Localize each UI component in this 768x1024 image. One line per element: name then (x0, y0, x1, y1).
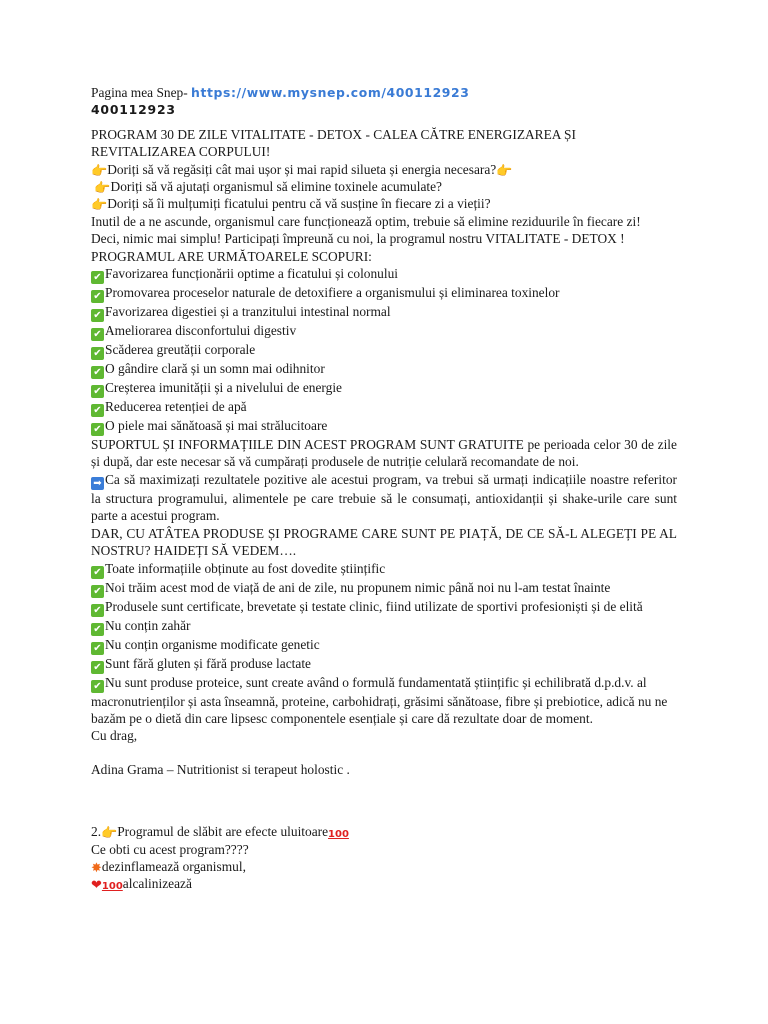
check-mark-button-icon: ✔ (91, 290, 104, 303)
goal-item: ✔ Reducerea retenției de apă (91, 398, 677, 417)
reason-item: ✔ Produsele sunt certificate, brevetate și testate clinic, fiind utilizate de sportivi profesioniști și de elită (91, 598, 677, 617)
check-mark-button-icon: ✔ (91, 642, 104, 655)
snep-page-line (91, 84, 677, 101)
reason-item: ✔ Sunt fără gluten și fără produse lactate (91, 655, 677, 674)
check-mark-button-icon: ✔ (91, 623, 104, 636)
section2-item: ❤100alcalinizează (91, 876, 192, 894)
goal-item: ✔ Favorizarea funcționării optime a ficatului și colonului (91, 265, 677, 284)
section2-number: 2. (91, 824, 102, 840)
goal-item: ✔ Promovarea proceselor naturale de detoxifiere a organismului și eliminarea toxinelor (91, 284, 677, 303)
signature-line: Adina Grama – Nutritionist si terapeut holostic . (91, 761, 350, 777)
check-mark-button-icon: ✔ (91, 366, 104, 379)
section2-question: Ce obti cu acest program???? (91, 841, 249, 857)
intro-paragraph: Inutil de a ne ascunde, organismul care funcționează optim, trebuie să elimine reziduurile în fiecare zi! (91, 213, 641, 229)
right-arrow-icon: ➡ (91, 477, 104, 490)
goal-item: ✔ Favorizarea digestiei și a tranzitului intestinal normal (91, 303, 677, 322)
closing-line: Cu drag, (91, 728, 138, 744)
check-mark-button-icon: ✔ (91, 309, 104, 322)
member-id: 400112923 (91, 102, 176, 118)
section2-title: Programul de slăbit are efecte uluitoare (117, 824, 329, 840)
goals-heading: PROGRAMUL ARE URMĂTOARELE SCOPURI: (91, 248, 372, 264)
section2-title-line (91, 823, 677, 840)
collision-icon: ✸ (91, 860, 102, 876)
question-item: 👉Doriți să îi mulțumiți ficatului pentru că vă susține în fiecare zi a vieții? (91, 196, 491, 214)
question-item: 👉Doriți să vă regăsiți cât mai ușor și mai rapid silueta și energia necesara?👉 (91, 161, 513, 179)
question-item: 👉Doriți să vă ajutați organismul să elimine toxinele acumulate? (94, 179, 442, 197)
backhand-index-pointing-left-icon: 👉 (94, 181, 111, 197)
goal-item: ✔ O gândire clară și un somn mai odihnitor (91, 360, 677, 379)
intro-paragraph: Deci, nimic mai simplu! Participați împreună cu noi, la programul nostru VITALITATE - DETOX ! (91, 231, 625, 247)
check-mark-button-icon: ✔ (91, 680, 104, 693)
backhand-index-pointing-left-icon: 👉 (91, 163, 108, 179)
hundred-points-icon: 100 (328, 829, 349, 841)
goal-item: ✔ O piele mai sănătoasă și mai strălucitoare (91, 417, 677, 436)
backhand-index-pointing-left-icon: 👉 (91, 198, 108, 214)
goal-item: ✔ Creșterea imunității și a nivelului de energie (91, 379, 677, 398)
support-paragraph (91, 436, 677, 471)
maximize-paragraph: ➡ Ca să maximizați rezultatele pozitive ale acestui program, va trebui să urmați indicațiile noastre referitor la structura programului, alimentele pe care trebuie să le consumați, antioxidanții și shake-urile care sunt parte a acestui program. (91, 471, 677, 524)
backhand-index-pointing-left-icon: 👉 (101, 826, 118, 842)
why-heading: DAR, CU ATÂTEA PRODUSE ȘI PROGRAME CARE SUNT PE PIAȚĂ, DE CE SĂ-L ALEGEȚI PE AL NOSTRU? HAIDEȚI SĂ VEDEM…. (91, 525, 677, 559)
check-mark-button-icon: ✔ (91, 566, 104, 579)
reason-item: ✔ Nu sunt produse proteice, sunt create având o formulă fundamentată științific și echilibrată d.p.d.v. al macronutrienților și asta înseamnă, proteine, carbohidrați, grăsimi sănătoase, fibre și prebiotice, adică nu ne bazăm pe o dietă din care lipsesc componentele esențiale și care dă rezultate doar de moment. (91, 674, 668, 726)
backhand-index-pointing-left-icon: 👉 (496, 163, 513, 179)
reason-item: ✔ Noi trăim acest mod de viață de ani de zile, nu propunem nimic până noi nu l-am testat înainte (91, 579, 677, 598)
check-mark-button-icon: ✔ (91, 271, 104, 284)
check-mark-button-icon: ✔ (91, 385, 104, 398)
check-mark-button-icon: ✔ (91, 661, 104, 674)
member-id-line (91, 101, 677, 118)
reason-item: ✔ Toate informațiile obținute au fost dovedite științific (91, 560, 677, 579)
check-mark-button-icon: ✔ (91, 328, 104, 341)
hundred-points-icon: 100 (101, 881, 123, 893)
document-page (91, 84, 677, 893)
goal-item: ✔ Ameliorarea disconfortului digestiv (91, 322, 677, 341)
red-heart-icon: ❤ (91, 878, 102, 894)
check-mark-button-icon: ✔ (91, 347, 104, 360)
snep-page-link[interactable]: https://www.mysnep.com/400112923 (191, 85, 470, 100)
reason-item: ✔ Nu conțin zahăr (91, 617, 677, 636)
check-mark-button-icon: ✔ (91, 404, 104, 417)
check-mark-button-icon: ✔ (91, 423, 104, 436)
section2-item: ✸dezinflamează organismul, (91, 858, 246, 876)
support-caps: SUPORTUL ȘI INFORMAȚIILE DIN ACEST PROGRAM SUNT GRATUITE (91, 437, 524, 453)
check-mark-button-icon: ✔ (91, 604, 104, 617)
check-mark-button-icon: ✔ (91, 585, 104, 598)
program-title: PROGRAM 30 DE ZILE VITALITATE - DETOX - CALEA CĂTRE ENERGIZAREA ȘI REVITALIZAREA CORPULUI! (91, 126, 576, 160)
goal-item: ✔ Scăderea greutății corporale (91, 341, 677, 360)
reason-item: ✔ Nu conțin organisme modificate genetic (91, 636, 677, 655)
support-rest: pe perioada celor 30 de zile și după, dar este necesar să vă cumpărați produsele de nutriție celulară recomandate de noi. (91, 437, 677, 470)
snep-page-label: Pagina mea Snep- (91, 85, 188, 100)
